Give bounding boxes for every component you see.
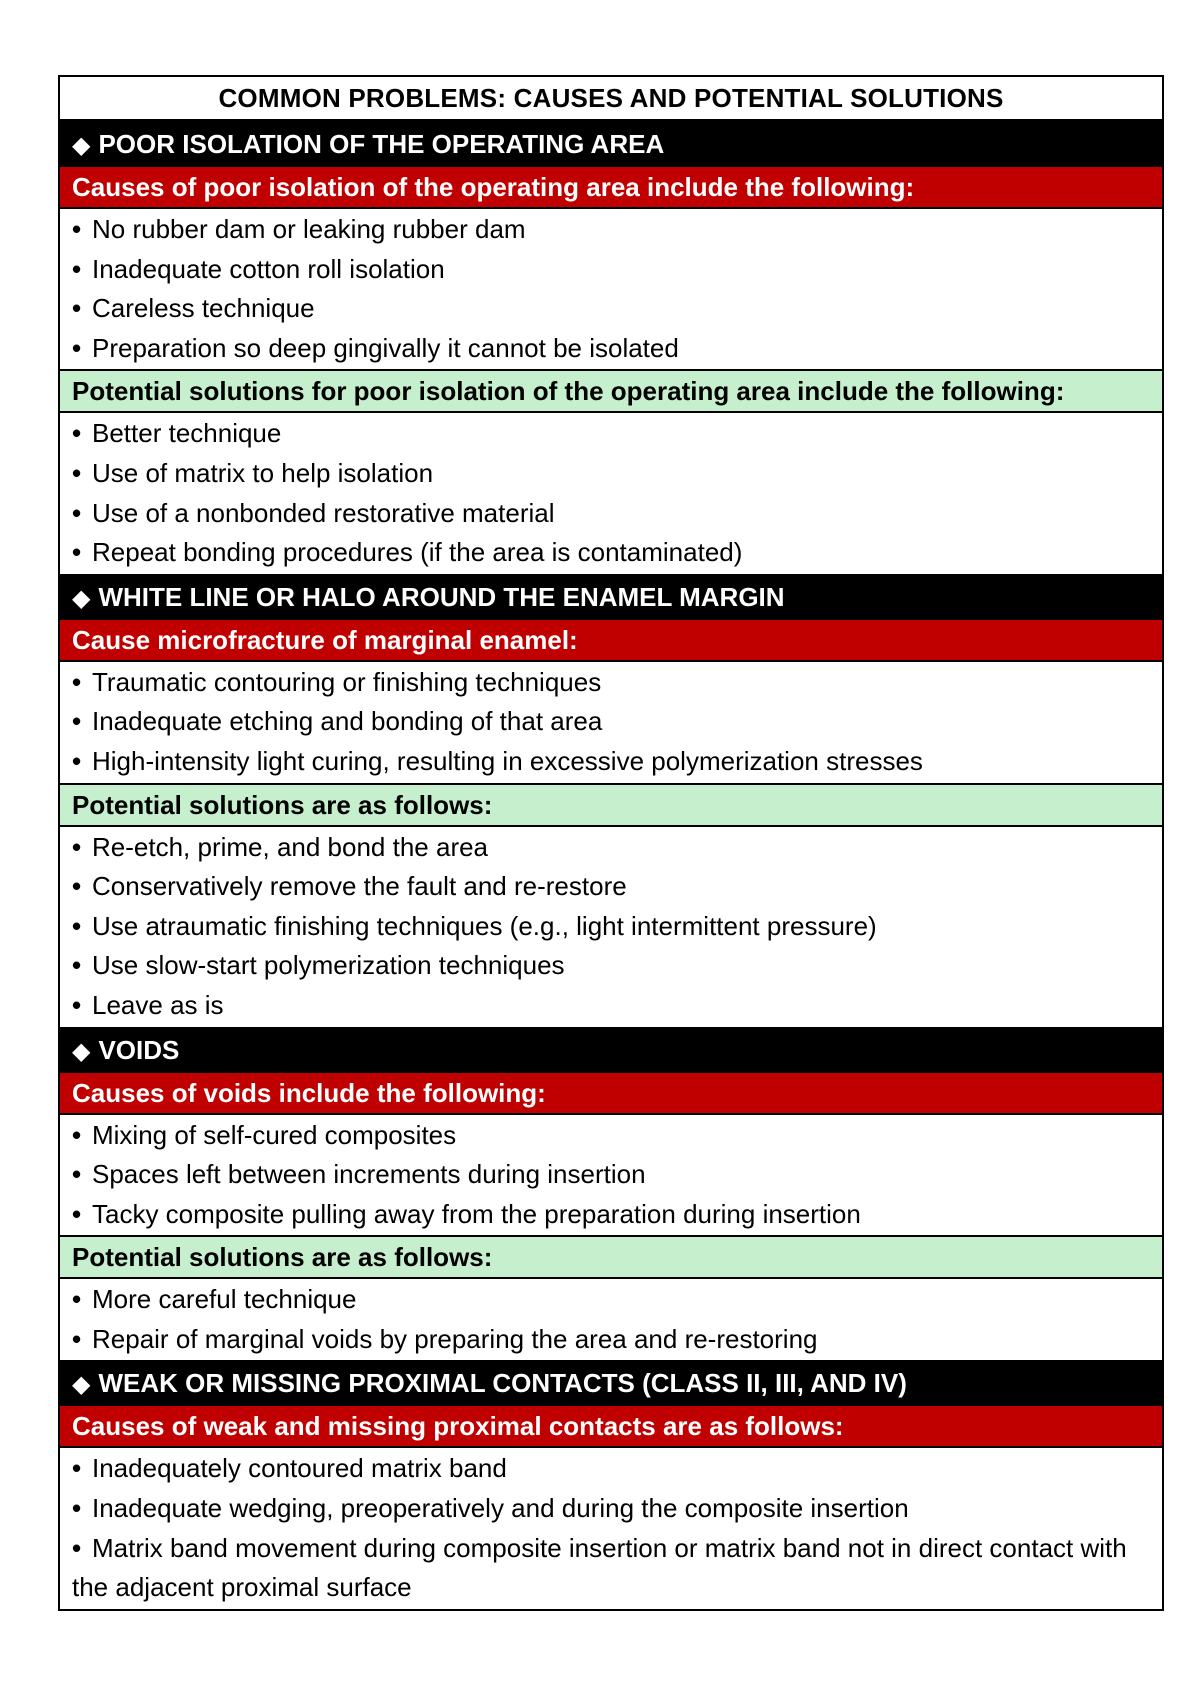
table-title: COMMON PROBLEMS: CAUSES AND POTENTIAL SOLUTIONS (60, 77, 1162, 121)
cause-item (72, 289, 1150, 329)
solutions-heading: Potential solutions are as follows: (60, 1235, 1162, 1279)
bullet-icon: • (72, 745, 82, 776)
sections-container (60, 121, 1162, 1609)
bullet-icon: • (72, 253, 82, 284)
bullet-icon: • (72, 1284, 82, 1315)
solution-text: More careful technique (92, 1284, 357, 1315)
bullet-icon: • (72, 1159, 82, 1190)
bullet-icon: • (72, 457, 82, 488)
solutions-heading: Potential solutions for poor isolation of the operating area include the following: (60, 369, 1162, 413)
solution-item (72, 946, 1150, 986)
bullet-icon: • (72, 1198, 82, 1229)
solution-item (72, 494, 1150, 534)
section-heading (60, 121, 1162, 167)
cause-item (72, 1116, 1150, 1156)
bullet-icon: • (72, 332, 82, 363)
bullet-icon: • (72, 1453, 82, 1484)
problems-table (58, 75, 1164, 1611)
causes-list (60, 1115, 1162, 1236)
bullet-icon: • (72, 1493, 82, 1524)
solution-item (72, 1280, 1150, 1320)
cause-text: Inadequate wedging, preoperatively and during the composite insertion (92, 1493, 909, 1524)
cause-item (72, 702, 1150, 742)
causes-heading: Cause microfracture of marginal enamel: (60, 620, 1162, 662)
causes-list (60, 1448, 1162, 1608)
bullet-icon: • (72, 214, 82, 244)
solution-item (72, 867, 1150, 907)
solution-item (72, 533, 1150, 573)
diamond-bullet-icon: ◆ (72, 1371, 91, 1399)
solutions-list (60, 827, 1162, 1027)
cause-item (72, 250, 1150, 290)
bullet-icon: • (72, 950, 82, 981)
bullet-icon: • (72, 706, 82, 737)
solution-text: Better technique (92, 418, 282, 449)
solutions-heading: Potential solutions are as follows: (60, 783, 1162, 827)
solution-text: Use atraumatic finishing techniques (e.g., light intermittent pressure) (92, 910, 877, 941)
cause-text: Traumatic contouring or finishing techniques (92, 666, 602, 697)
bullet-icon: • (72, 293, 82, 324)
cause-item (72, 1529, 1150, 1608)
solutions-list (60, 413, 1162, 573)
bullet-icon: • (72, 871, 82, 902)
cause-text: No rubber dam or leaking rubber dam (92, 214, 526, 244)
causes-heading: Causes of weak and missing proximal contacts are as follows: (60, 1406, 1162, 1448)
cause-text: Spaces left between increments during insertion (92, 1159, 646, 1190)
cause-item (72, 329, 1150, 369)
cause-item (72, 1449, 1150, 1489)
bullet-icon: • (72, 1323, 82, 1354)
section-heading-text: VOIDS (98, 1034, 180, 1065)
section-heading (60, 574, 1162, 620)
cause-item (72, 1155, 1150, 1195)
cause-item (72, 742, 1150, 782)
cause-text: Preparation so deep gingivally it cannot be isolated (92, 332, 679, 363)
bullet-icon: • (72, 418, 82, 449)
section-heading (60, 1027, 1162, 1073)
bullet-icon: • (72, 1532, 82, 1563)
cause-text: Inadequate etching and bonding of that area (92, 706, 603, 737)
diamond-bullet-icon: ◆ (72, 1037, 91, 1065)
section-heading-text: POOR ISOLATION OF THE OPERATING AREA (98, 129, 665, 159)
solution-text: Repair of marginal voids by preparing the area and re-restoring (92, 1323, 818, 1354)
cause-item (72, 1195, 1150, 1235)
solution-text: Use of a nonbonded restorative material (92, 497, 555, 528)
solution-text: Use slow-start polymerization techniques (92, 950, 565, 981)
bullet-icon: • (72, 989, 82, 1020)
bullet-icon: • (72, 497, 82, 528)
cause-text: Inadequately contoured matrix band (92, 1453, 507, 1484)
cause-item (72, 663, 1150, 703)
cause-text: Mixing of self-cured composites (92, 1119, 457, 1150)
solution-item (72, 414, 1150, 454)
cause-text: Tacky composite pulling away from the preparation during insertion (92, 1198, 861, 1229)
causes-list (60, 209, 1162, 369)
bullet-icon: • (72, 910, 82, 941)
solution-text: Repeat bonding procedures (if the area is contaminated) (92, 537, 743, 568)
causes-list (60, 662, 1162, 783)
causes-heading: Causes of poor isolation of the operating area include the following: (60, 167, 1162, 209)
cause-text: High-intensity light curing, resulting in excessive polymerization stresses (92, 745, 923, 776)
cause-item (72, 210, 1150, 250)
solutions-list (60, 1279, 1162, 1360)
bullet-icon: • (72, 1119, 82, 1150)
diamond-bullet-icon: ◆ (72, 584, 91, 612)
bullet-icon: • (72, 537, 82, 568)
section-heading-text: WEAK OR MISSING PROXIMAL CONTACTS (CLASS II, III, AND IV) (98, 1368, 907, 1399)
solution-text: Leave as is (92, 989, 224, 1020)
diamond-bullet-icon: ◆ (72, 132, 91, 159)
cause-text: Careless technique (92, 293, 315, 324)
solution-text: Use of matrix to help isolation (92, 457, 434, 488)
solution-text: Conservatively remove the fault and re-restore (92, 871, 627, 902)
cause-text: Matrix band movement during composite insertion or matrix band not in direct contact with the adjacent proximal surface (72, 1532, 1127, 1603)
solution-item (72, 907, 1150, 947)
solution-text: Re-etch, prime, and bond the area (92, 831, 489, 862)
section-heading (60, 1360, 1162, 1406)
bullet-icon: • (72, 831, 82, 862)
bullet-icon: • (72, 666, 82, 697)
section-heading-text: WHITE LINE OR HALO AROUND THE ENAMEL MARGIN (98, 581, 785, 612)
cause-item (72, 1489, 1150, 1529)
solution-item (72, 986, 1150, 1026)
solution-item (72, 1320, 1150, 1360)
causes-heading: Causes of voids include the following: (60, 1073, 1162, 1115)
cause-text: Inadequate cotton roll isolation (92, 253, 445, 284)
solution-item (72, 454, 1150, 494)
solution-item (72, 828, 1150, 868)
